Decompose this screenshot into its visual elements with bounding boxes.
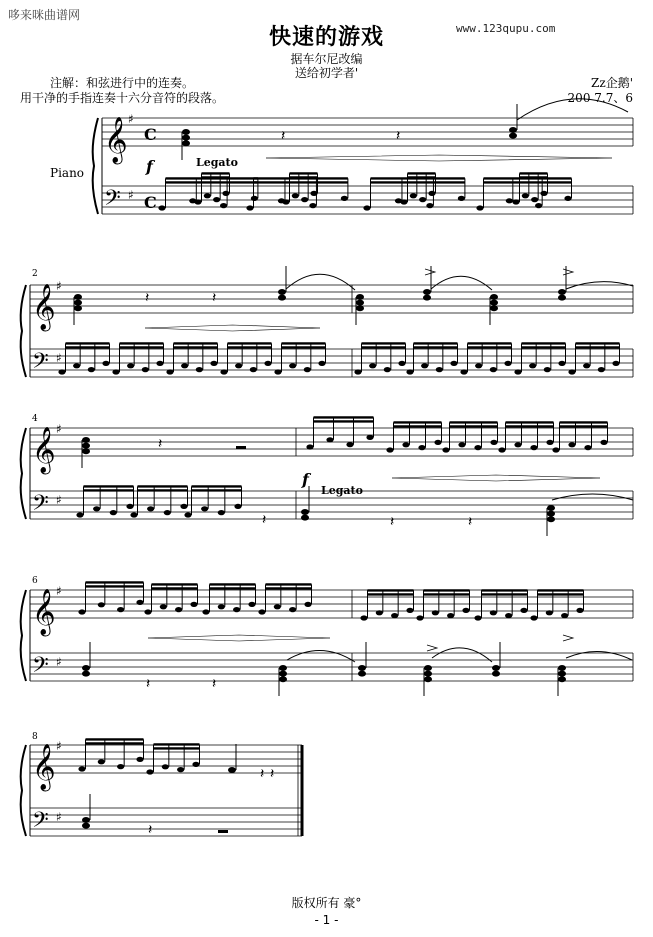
note-head [304, 367, 311, 372]
note-head [76, 512, 83, 517]
note-head [175, 607, 182, 612]
note-head [147, 506, 154, 511]
note-head [423, 289, 431, 295]
quarter-rest: 𝄽 [468, 514, 473, 530]
page-number: - 1 - [314, 913, 339, 927]
piano-brace [21, 428, 26, 519]
note-head [568, 369, 575, 374]
legato-mark-2: Legato [321, 484, 363, 497]
note-head [402, 442, 409, 447]
slur [552, 494, 633, 500]
decrescendo-hairpin [148, 638, 330, 641]
note-head [156, 361, 163, 366]
key-sharp: ♯ [128, 188, 134, 202]
note-head [117, 607, 124, 612]
note-head [78, 766, 85, 771]
note-head [346, 442, 353, 447]
note-head [424, 671, 432, 677]
note-head [278, 289, 286, 295]
note-head [386, 447, 393, 452]
note-head [546, 610, 553, 615]
quarter-rest: 𝄽 [260, 766, 265, 782]
decrescendo-hairpin [145, 328, 320, 331]
note-head [419, 197, 426, 202]
key-sharp: ♯ [56, 810, 62, 824]
note-head [274, 604, 281, 609]
crescendo-hairpin [145, 325, 320, 328]
note-head [540, 191, 547, 196]
quarter-rest: 𝄽 [270, 766, 275, 782]
note-head [366, 435, 373, 440]
note-head [82, 665, 90, 671]
note-head [82, 437, 90, 443]
crescendo-hairpin [266, 155, 612, 158]
note-head [82, 443, 90, 449]
note-head [117, 764, 124, 769]
note-head [564, 196, 571, 201]
note-head [182, 135, 190, 141]
note-head [279, 676, 287, 682]
note-head [222, 191, 229, 196]
note-head [181, 363, 188, 368]
note-head [204, 193, 211, 198]
note-head [274, 369, 281, 374]
key-sharp: ♯ [56, 351, 62, 365]
note-head [130, 512, 137, 517]
note-head [218, 510, 225, 515]
note-head [282, 199, 289, 204]
note-head [529, 363, 536, 368]
note-head [82, 817, 90, 823]
slur [517, 99, 628, 120]
note-head [326, 437, 333, 442]
note-head [158, 205, 165, 210]
quarter-rest: 𝄽 [158, 436, 163, 452]
note-head [363, 205, 370, 210]
note-head [192, 762, 199, 767]
bass-clef: 𝄢 [32, 808, 49, 838]
bass-clef: 𝄢 [32, 491, 49, 521]
note-head [418, 445, 425, 450]
note-head [88, 367, 95, 372]
quarter-rest: 𝄽 [390, 514, 395, 530]
dynamic-forte: f [146, 157, 153, 176]
note-head [218, 604, 225, 609]
note-head [180, 504, 187, 509]
note-head [558, 289, 566, 295]
note-head [264, 361, 271, 366]
note-head [424, 676, 432, 682]
note-head [258, 609, 265, 614]
key-sharp: ♯ [56, 422, 62, 436]
note-head [490, 294, 498, 300]
note-head [504, 361, 511, 366]
quarter-rest: 𝄽 [212, 676, 217, 692]
measure-number: 4 [32, 414, 38, 424]
note-head [561, 613, 568, 618]
note-head [73, 363, 80, 368]
slur [286, 274, 355, 290]
quarter-rest: 𝄽 [146, 676, 151, 692]
note-head [289, 363, 296, 368]
key-sharp: ♯ [56, 584, 62, 598]
note-head [202, 609, 209, 614]
treble-clef: 𝄞 [32, 744, 56, 790]
note-head [512, 199, 519, 204]
note-head [535, 203, 542, 208]
note-head [102, 361, 109, 366]
note-head [235, 363, 242, 368]
key-sharp: ♯ [56, 279, 62, 293]
treble-clef: 𝄞 [32, 284, 56, 330]
note-head [434, 440, 441, 445]
note-head [558, 671, 566, 677]
site-url: www.123qupu.com [456, 22, 556, 35]
time-signature: C [144, 193, 157, 212]
instrument-label: Piano [50, 166, 85, 180]
quarter-rest: 𝄽 [396, 128, 401, 144]
note-head [182, 129, 190, 135]
accent [427, 645, 437, 651]
note-head [428, 191, 435, 196]
note-head [476, 205, 483, 210]
note-head [530, 615, 537, 620]
accent [563, 635, 573, 641]
note-head [318, 361, 325, 366]
accent [563, 269, 573, 275]
note-head [509, 127, 517, 133]
quarter-rest: 𝄽 [212, 290, 217, 306]
note-head [406, 608, 413, 613]
note-head [190, 602, 197, 607]
note-head [78, 609, 85, 614]
note-head [421, 363, 428, 368]
note-head [74, 294, 82, 300]
half-rest [218, 830, 228, 833]
piano-brace [21, 745, 26, 836]
note-head [289, 607, 296, 612]
note-head [490, 610, 497, 615]
piano-brace [21, 590, 26, 681]
note-head [136, 600, 143, 605]
bass-clef: 𝄢 [32, 349, 49, 379]
note-head [304, 602, 311, 607]
note-head [110, 510, 117, 515]
note-head [506, 198, 513, 203]
legato-mark: Legato [196, 156, 238, 169]
note-head [547, 516, 555, 522]
note-head [234, 504, 241, 509]
subtitle-dedication: 送给初学者' [294, 66, 359, 80]
half-rest [236, 446, 246, 449]
note-head [301, 509, 309, 515]
note-head [126, 504, 133, 509]
note-head [144, 609, 151, 614]
treble-clef: 𝄞 [104, 117, 128, 163]
copyright: 版权所有 豪° [291, 896, 362, 910]
note-head [369, 363, 376, 368]
note-head [416, 615, 423, 620]
note-head [490, 305, 498, 311]
note-head [424, 665, 432, 671]
note-head [279, 665, 287, 671]
notation [21, 99, 633, 838]
quarter-rest: 𝄽 [145, 290, 150, 306]
note-head [278, 295, 286, 301]
note-head [233, 607, 240, 612]
note-head [356, 305, 364, 311]
note-head [514, 442, 521, 447]
note-head [474, 615, 481, 620]
note-head [310, 191, 317, 196]
note-head [248, 602, 255, 607]
piano-brace [93, 118, 98, 214]
note-head [398, 361, 405, 366]
note-head [522, 193, 529, 198]
note-head [391, 613, 398, 618]
crescendo-hairpin [148, 635, 330, 638]
note-head [410, 193, 417, 198]
note-head [136, 757, 143, 762]
note-head [112, 369, 119, 374]
note-head [612, 361, 619, 366]
watermark: 哆来咪曲谱网 [8, 8, 81, 22]
note-head [142, 367, 149, 372]
note-head [201, 506, 208, 511]
note-head [74, 305, 82, 311]
note-head [220, 203, 227, 208]
key-sharp: ♯ [56, 493, 62, 507]
note-head [301, 515, 309, 521]
note-head [93, 506, 100, 511]
note-head [356, 294, 364, 300]
measure-number: 6 [32, 576, 38, 586]
note-head [82, 448, 90, 454]
note-head [460, 369, 467, 374]
note-head [220, 369, 227, 374]
note-head [558, 361, 565, 366]
note-head [558, 665, 566, 671]
slur [431, 276, 492, 290]
note-head [74, 300, 82, 306]
key-sharp: ♯ [128, 112, 134, 126]
note-head [354, 369, 361, 374]
date: 200 7.7、6 [567, 91, 633, 105]
note-head [213, 197, 220, 202]
note-head [530, 445, 537, 450]
note-head [184, 512, 191, 517]
note-head [514, 369, 521, 374]
note-head [82, 671, 90, 677]
note-head [475, 363, 482, 368]
note-head [177, 767, 184, 772]
note-head [292, 193, 299, 198]
measure-number: 2 [32, 269, 38, 279]
note-head [458, 196, 465, 201]
note-head [356, 300, 364, 306]
note-head [426, 203, 433, 208]
piano-brace [21, 285, 26, 377]
note-head [547, 511, 555, 517]
treble-clef: 𝄞 [32, 589, 56, 635]
note-head [505, 613, 512, 618]
note-head [462, 608, 469, 613]
note-head [558, 295, 566, 301]
note-head [228, 767, 236, 773]
note-head [196, 367, 203, 372]
note-head [600, 440, 607, 445]
note-head [490, 440, 497, 445]
note-head [423, 295, 431, 301]
quarter-rest: 𝄽 [281, 128, 286, 144]
note-head [432, 610, 439, 615]
note-head [490, 367, 497, 372]
note-head [474, 445, 481, 450]
note-head [584, 445, 591, 450]
decrescendo-hairpin [266, 158, 612, 161]
note-head [531, 197, 538, 202]
subtitle-arranged: 据车尔尼改编 [290, 52, 363, 66]
note-head [360, 615, 367, 620]
bass-clef: 𝄢 [104, 186, 121, 216]
quarter-rest: 𝄽 [262, 512, 267, 528]
note-head [544, 367, 551, 372]
note-head [166, 369, 173, 374]
annotation-line-1: 注解：和弦进行中的连奏。 [50, 76, 195, 90]
note-head [546, 440, 553, 445]
note-head [509, 133, 517, 139]
note-head [520, 608, 527, 613]
note-head [98, 602, 105, 607]
dynamic-forte-2: f [302, 470, 309, 489]
note-head [498, 447, 505, 452]
treble-clef: 𝄞 [32, 427, 56, 473]
note-head [341, 196, 348, 201]
quarter-rest: 𝄽 [148, 822, 153, 838]
note-head [492, 665, 500, 671]
note-head [576, 608, 583, 613]
note-head [127, 363, 134, 368]
composer: Zz企鹅' [591, 76, 633, 90]
note-head [547, 505, 555, 511]
note-head [250, 367, 257, 372]
note-head [160, 604, 167, 609]
note-head [98, 759, 105, 764]
note-head [82, 823, 90, 829]
note-head [164, 510, 171, 515]
note-head [406, 369, 413, 374]
key-sharp: ♯ [56, 655, 62, 669]
note-head [450, 361, 457, 366]
note-head [146, 769, 153, 774]
note-head [162, 764, 169, 769]
note-head [442, 447, 449, 452]
note-head [598, 367, 605, 372]
measure-number: 8 [32, 732, 38, 742]
staves [30, 118, 633, 836]
note-head [58, 369, 65, 374]
note-head [447, 613, 454, 618]
note-head [251, 196, 258, 201]
note-head [490, 300, 498, 306]
bass-clef: 𝄢 [32, 653, 49, 683]
note-head [358, 665, 366, 671]
note-head [182, 140, 190, 146]
note-head [306, 444, 313, 449]
note-head [309, 203, 316, 208]
annotation-line-2: 用干净的手指连奏十六分音符的段落。 [20, 91, 225, 105]
decrescendo-hairpin [392, 478, 600, 481]
note-head [384, 367, 391, 372]
note-head [568, 442, 575, 447]
note-head [376, 610, 383, 615]
note-head [436, 367, 443, 372]
note-head [210, 361, 217, 366]
score-title: 快速的游戏 [268, 25, 384, 50]
note-head [279, 671, 287, 677]
note-head [558, 676, 566, 682]
note-head [358, 671, 366, 677]
accent [425, 269, 435, 275]
note-head [194, 199, 201, 204]
time-signature: C [144, 125, 157, 144]
crescendo-hairpin [392, 475, 600, 478]
note-head [583, 363, 590, 368]
note-head [400, 199, 407, 204]
note-head [552, 447, 559, 452]
key-sharp: ♯ [56, 739, 62, 753]
note-head [246, 205, 253, 210]
note-head [492, 671, 500, 677]
note-head [301, 197, 308, 202]
note-head [458, 442, 465, 447]
